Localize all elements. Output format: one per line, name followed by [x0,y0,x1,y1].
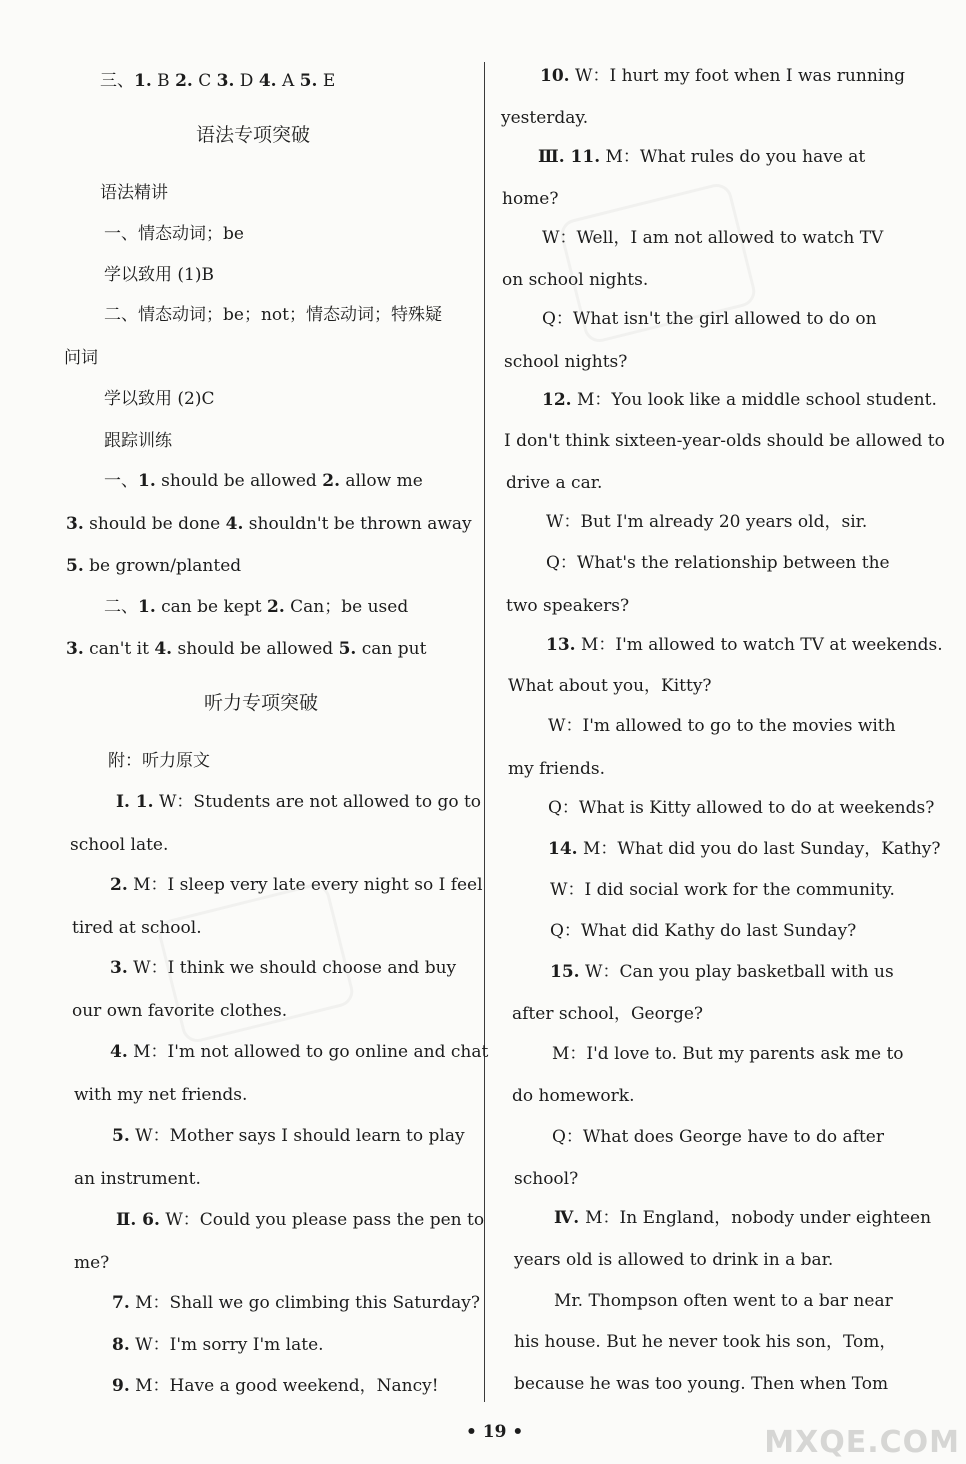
listening-item-5: 5. W：Mother says I should learn to play [112,1126,465,1146]
tracking-practice-heading: 跟踪训练 [104,431,172,451]
listening-item-16-para: Mr. Thompson often went to a bar near [554,1291,893,1311]
listening-item-15-cont: after school，George? [512,1004,704,1024]
listening-item-13: 13. M：I'm allowed to watch TV at weekends. [546,635,943,655]
column-divider [484,62,485,1402]
listening-item-13-w: W：I'm allowed to go to the movies with [548,716,896,736]
listening-item-3-cont: our own favorite clothes. [72,1001,288,1021]
grammar-section-title: 语法专项突破 [196,124,311,146]
listening-item-2-cont: tired at school. [72,918,202,938]
listening-item-14-q: Q：What did Kathy do last Sunday? [550,921,857,941]
listening-item-11-q: Q：What isn't the girl allowed to do on [542,309,877,329]
listening-item-5-cont: an instrument. [74,1169,201,1189]
listening-item-15-m: M：I'd love to. But my parents ask me to [552,1044,904,1064]
apply-1: 学以致用 (1)B [104,265,214,285]
listening-item-15-m-cont: do homework. [512,1086,635,1106]
listening-item-6: Ⅱ. 6. W：Could you please pass the pen to [116,1210,485,1230]
listening-section-title: 听力专项突破 [204,692,319,714]
listening-item-12-q-cont: two speakers? [506,596,630,616]
listening-item-14-w: W：I did social work for the community. [550,880,895,900]
listening-item-14: 14. M：What did you do last Sunday，Kathy? [548,839,941,859]
listening-item-4: 4. M：I'm not allowed to go online and chat [110,1042,489,1062]
tracking-line-2: 3. should be done 4. shouldn't be thrown away [66,514,472,534]
apply-2: 学以致用 (2)C [104,389,215,409]
listening-item-11-cont: home? [502,189,559,209]
grammar-point-2-cont: 问词 [64,348,98,368]
section3-answers: 三、1. B 2. C 3. D 4. A 5. E [100,71,336,91]
listening-item-15-q: Q：What does George have to do after [552,1127,884,1147]
listening-item-1-cont: school late. [70,835,169,855]
listening-item-7: 7. M：Shall we go climbing this Saturday? [112,1293,480,1313]
listening-item-11: Ⅲ. 11. M：What rules do you have at [538,147,866,167]
listening-item-11-q-cont: school nights? [504,352,628,372]
listening-item-3: 3. W：I think we should choose and buy [110,958,457,978]
listening-item-15-q-cont: school? [514,1169,579,1189]
tracking-line-4: 二、1. can be kept 2. Can；be used [104,597,409,617]
listening-item-10-cont: yesterday. [501,108,589,128]
listening-item-12-w: W：But I'm already 20 years old，sir. [546,512,868,532]
listening-item-16: Ⅳ. M：In England，nobody under eighteen [554,1208,932,1228]
grammar-point-1: 一、情态动词；be [104,224,244,244]
grammar-point-2: 二、情态动词；be；not；情态动词；特殊疑 [104,305,442,325]
listening-item-8: 8. W：I'm sorry I'm late. [112,1335,324,1355]
tracking-line-1: 一、1. should be allowed 2. allow me [104,471,423,491]
listening-item-11-w: W：Well，I am not allowed to watch TV [542,228,884,248]
listening-item-12-q: Q：What's the relationship between the [546,553,890,573]
appendix-heading: 附：听力原文 [108,751,210,771]
listening-item-10: 10. W：I hurt my foot when I was running [540,66,906,86]
listening-item-12-cont2: drive a car. [506,473,603,493]
listening-item-13-q: Q：What is Kitty allowed to do at weekends? [548,798,935,818]
listening-item-12: 12. M：You look like a middle school student. [542,390,937,410]
listening-item-11-w-cont: on school nights. [502,270,649,290]
watermark-logo: MXQE.COM [764,1425,960,1460]
listening-item-6-cont: me? [74,1253,110,1273]
listening-item-9: 9. M：Have a good weekend，Nancy! [112,1376,439,1396]
listening-item-13-cont: What about you，Kitty? [508,676,712,696]
listening-item-2: 2. M：I sleep very late every night so I feel [110,875,483,895]
tracking-line-3: 5. be grown/planted [66,556,242,576]
listening-item-12-cont: I don't think sixteen-year-olds should be allowed to [504,431,945,451]
watermark-stamp [155,881,356,1046]
tracking-line-5: 3. can't it 4. should be allowed 5. can put [66,639,427,659]
listening-item-13-w-cont: my friends. [508,759,606,779]
listening-item-16-cont: years old is allowed to drink in a bar. [514,1250,834,1270]
listening-item-4-cont: with my net friends. [74,1085,248,1105]
listening-item-16-para-2: his house. But he never took his son，Tom， [514,1332,897,1352]
listening-item-1: Ⅰ. 1. W：Students are not allowed to go to [116,792,482,812]
listening-item-16-para-3: because he was too young. Then when Tom [514,1374,889,1394]
listening-item-15: 15. W：Can you play basketball with us [550,962,894,982]
page-number: • 19 • [466,1422,524,1442]
grammar-notes-heading: 语法精讲 [100,183,168,203]
